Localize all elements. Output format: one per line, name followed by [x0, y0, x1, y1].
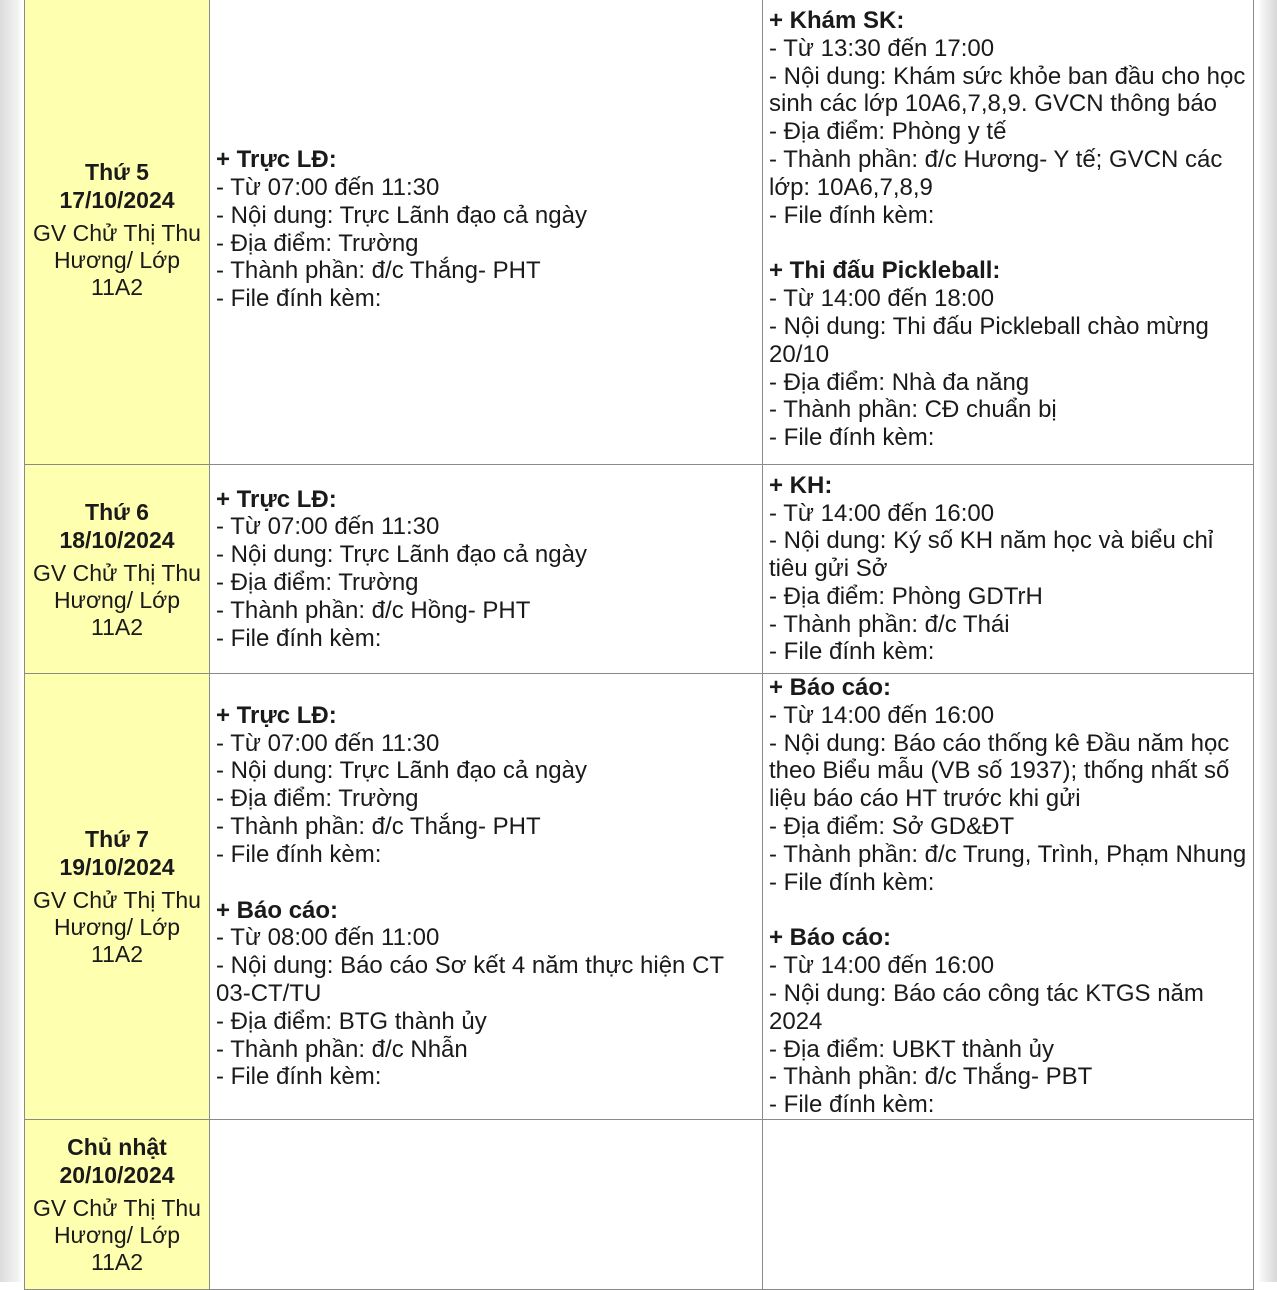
schedule-event [216, 702, 756, 869]
event-detail-line: - File đính kèm: [216, 1063, 382, 1091]
event-detail-line: - Từ 14:00 đến 18:00 [769, 285, 995, 313]
event-detail-line: - File đính kèm: [216, 285, 382, 313]
morning-cell [210, 465, 763, 674]
morning-events [210, 702, 762, 1091]
schedule-event [769, 257, 1247, 452]
day-cell [25, 465, 210, 674]
morning-cell [210, 0, 763, 465]
schedule-event [769, 7, 1247, 229]
event-detail-line: - Nội dung: Báo cáo công tác KTGS năm 2024 [769, 979, 1204, 1035]
afternoon-cell [763, 0, 1254, 465]
schedule-row [25, 1119, 1254, 1289]
duty-teacher: GV Chử Thị Thu Hương/ Lớp 11A2 [33, 886, 201, 967]
event-detail-line: - File đính kèm: [769, 424, 935, 452]
day-date: 20/10/2024 [59, 1161, 175, 1188]
day-name: Thứ 5 [85, 159, 149, 185]
event-detail-line: - File đính kèm: [216, 840, 382, 868]
event-title: + Báo cáo: [769, 924, 892, 952]
event-detail-line: - Nội dung: Trực Lãnh đạo cả ngày [216, 201, 587, 229]
event-detail-line: - Địa điểm: BTG thành ủy [216, 1007, 487, 1035]
day-cell [25, 674, 210, 1120]
event-detail-line: - Địa điểm: Phòng GDTrH [769, 582, 1043, 610]
event-detail-line: - Nội dung: Khám sức khỏe ban đầu cho học sinh các lớp 10A6,7,8,9. GVCN thông báo [769, 62, 1246, 118]
event-detail-line: - Thành phần: đ/c Nhẫn [216, 1035, 468, 1063]
day-name: Thứ 7 [85, 825, 149, 852]
event-detail-line: - Từ 14:00 đến 16:00 [769, 952, 995, 980]
duty-teacher: GV Chử Thị Thu Hương/ Lớp 11A2 [33, 1194, 201, 1275]
event-detail-line: - Từ 13:30 đến 17:00 [769, 34, 995, 62]
schedule-row [25, 674, 1254, 1120]
event-title: + KH: [769, 471, 833, 499]
schedule-event [216, 897, 756, 1092]
schedule-table [24, 0, 1254, 1290]
event-title: + Báo cáo: [216, 896, 339, 924]
duty-teacher: GV Chử Thị Thu Hương/ Lớp 11A2 [33, 220, 201, 300]
event-detail-line: - Nội dung: Thi đấu Pickleball chào mừng 20/10 [769, 312, 1209, 368]
event-detail-line: - Từ 07:00 đến 11:30 [216, 173, 440, 201]
duty-teacher: GV Chử Thị Thu Hương/ Lớp 11A2 [33, 559, 201, 640]
afternoon-events [763, 674, 1253, 1119]
day-date: 18/10/2024 [59, 526, 175, 553]
event-detail-line: - Nội dung: Trực Lãnh đạo cả ngày [216, 757, 587, 785]
morning-cell [210, 1119, 763, 1289]
schedule-row [25, 465, 1254, 674]
event-title: + Khám SK: [769, 7, 905, 35]
event-detail-line: - Từ 14:00 đến 16:00 [769, 499, 995, 527]
event-detail-line: - Từ 07:00 đến 11:30 [216, 513, 440, 541]
schedule-event [769, 924, 1247, 1119]
event-detail-line: - Từ 08:00 đến 11:00 [216, 924, 440, 952]
event-detail-line: - File đính kèm: [769, 1091, 935, 1119]
afternoon-cell [763, 1119, 1254, 1289]
afternoon-cell [763, 465, 1254, 674]
event-detail-line: - File đính kèm: [769, 201, 935, 229]
event-detail-line: - File đính kèm: [769, 868, 935, 896]
event-title: + Trực LĐ: [216, 485, 337, 513]
event-detail-line: - Địa điểm: Trường [216, 785, 419, 813]
schedule-row [25, 0, 1254, 465]
event-detail-line: - Địa điểm: Trường [216, 229, 419, 257]
event-title: + Trực LĐ: [216, 701, 337, 729]
event-detail-line: - Thành phần: đ/c Thắng- PHT [216, 257, 541, 285]
day-name: Thứ 6 [85, 498, 149, 525]
event-detail-line: - Thành phần: đ/c Hương- Y tế; GVCN các lớp: 10A6,7,8,9 [769, 146, 1223, 201]
event-title: + Thi đấu Pickleball: [769, 257, 1001, 285]
event-detail-line: - Nội dung: Trực Lãnh đạo cả ngày [216, 541, 587, 569]
morning-events [210, 486, 762, 653]
schedule-event [769, 674, 1247, 896]
day-date: 17/10/2024 [59, 187, 175, 213]
schedule-event [216, 146, 756, 313]
event-title: + Báo cáo: [769, 674, 892, 701]
afternoon-events [763, 7, 1253, 452]
event-detail-line: - Thành phần: đ/c Thắng- PHT [216, 812, 541, 840]
event-detail-line: - Nội dung: Báo cáo Sơ kết 4 năm thực hiện CT 03-CT/TU [216, 952, 724, 1007]
event-title: + Trực LĐ: [216, 146, 337, 174]
event-detail-line: - Từ 07:00 đến 11:30 [216, 729, 440, 757]
event-detail-line: - Nội dung: Báo cáo thống kê Đầu năm học theo Biểu mẫu (VB số 1937); thống nhất số liệu báo cáo HT trước khi gửi [769, 729, 1230, 813]
event-detail-line: - Địa điểm: Nhà đa năng [769, 368, 1030, 396]
schedule-body [25, 0, 1254, 1289]
schedule-event [769, 472, 1247, 667]
event-detail-line: - File đính kèm: [216, 624, 382, 652]
afternoon-cell [763, 674, 1254, 1120]
event-detail-line: - File đính kèm: [769, 638, 935, 666]
event-detail-line: - Từ 14:00 đến 16:00 [769, 701, 995, 729]
event-detail-line: - Địa điểm: Phòng y tế [769, 118, 1007, 146]
day-cell [25, 0, 210, 465]
event-detail-line: - Địa điểm: Sở GD&ĐT [769, 812, 1015, 840]
event-detail-line: - Địa điểm: UBKT thành ủy [769, 1035, 1055, 1063]
event-detail-line: - Thành phần: đ/c Thái [769, 610, 1010, 638]
day-cell [25, 1119, 210, 1289]
day-name: Chủ nhật [67, 1133, 167, 1160]
morning-cell [210, 674, 763, 1120]
event-detail-line: - Thành phần: đ/c Thắng- PBT [769, 1063, 1093, 1091]
schedule-event [216, 486, 756, 653]
event-detail-line: - Thành phần: đ/c Trung, Trình, Phạm Nhung [769, 840, 1247, 868]
morning-events [210, 146, 762, 313]
event-detail-line: - Thành phần: đ/c Hồng- PHT [216, 596, 531, 624]
event-detail-line: - Địa điểm: Trường [216, 569, 419, 596]
event-detail-line: - Thành phần: CĐ chuẩn bị [769, 396, 1057, 424]
event-detail-line: - Nội dung: Ký số KH năm học và biểu chỉ tiêu gửi Sở [769, 527, 1214, 583]
day-date: 19/10/2024 [59, 853, 175, 880]
afternoon-events [763, 472, 1253, 667]
